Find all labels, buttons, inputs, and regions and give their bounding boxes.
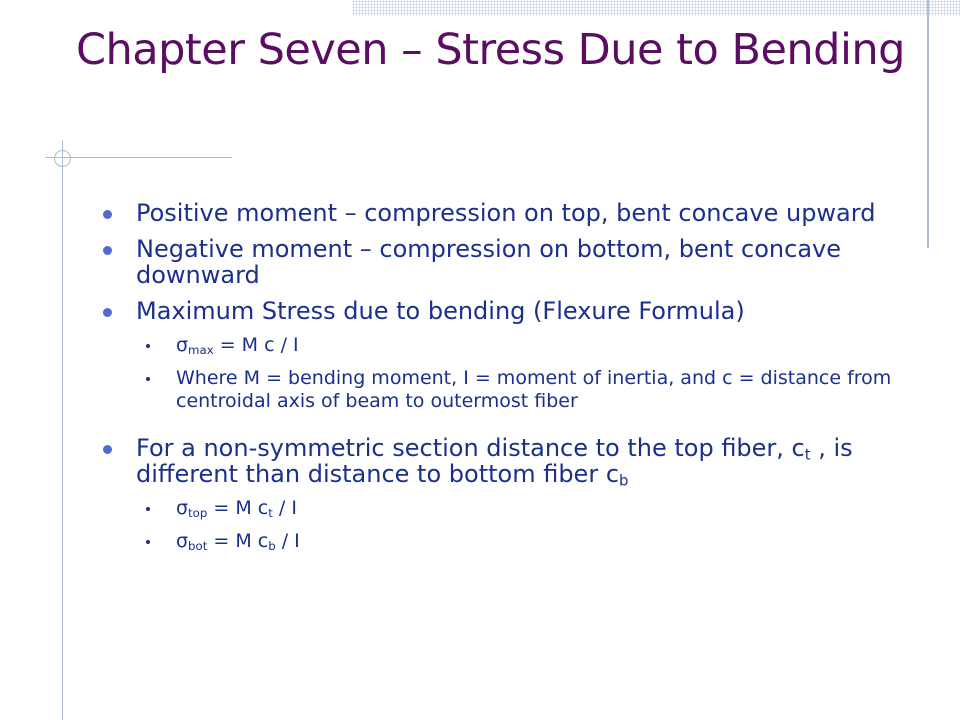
bullet-dot-icon [103, 308, 112, 317]
decorative-dot-band [352, 0, 960, 16]
formula-bot: $\sigma_{bot} = M$ $c_b$ / I [176, 530, 300, 553]
sub-bullet-dot-icon [146, 377, 150, 381]
decorative-title-underline [45, 157, 232, 158]
bullet-non-symmetric [100, 434, 920, 490]
where-definition: Where M = bending moment, I = moment of inertia, and c = distance from centroidal axis of beam to outermost fiber [176, 367, 892, 412]
sub-bullet-formula-bot [100, 530, 920, 553]
formula-max: $\sigma_{max} = M$ c / I [176, 334, 299, 357]
bullet-text: For a non-symmetric section distance to the top fiber, $c_t$ , is different than distance to bottom fiber $c_b$ [136, 434, 853, 490]
bullet-dot-icon [103, 210, 112, 219]
bullet-dot-icon [103, 246, 112, 255]
bullet-text: Maximum Stress due to bending (Flexure Formula) [136, 297, 745, 325]
bullet-dot-icon [103, 445, 112, 454]
sub-bullet-where [100, 367, 920, 413]
decorative-left-line [62, 140, 63, 720]
sub-bullet-formula-top [100, 497, 920, 520]
sub-bullet-dot-icon [146, 540, 150, 544]
sub-bullet-dot-icon [146, 344, 150, 348]
decorative-ring-icon [54, 150, 71, 167]
sub-bullet-formula-max [100, 334, 920, 357]
bullet-text: Negative moment – compression on bottom, bent concave downward [136, 235, 842, 289]
slide-title: Chapter Seven – Stress Due to Bending [76, 25, 905, 75]
decorative-right-line [927, 0, 929, 248]
bullet-negative-moment [100, 236, 920, 288]
bullet-max-stress [100, 298, 920, 324]
bullet-positive-moment [100, 200, 920, 226]
sub-bullet-dot-icon [146, 507, 150, 511]
bullet-text: Positive moment – compression on top, bent concave upward [136, 199, 876, 227]
bullet-list [100, 200, 920, 563]
formula-top: $\sigma_{top} = M$ $c_t$ / I [176, 497, 297, 520]
